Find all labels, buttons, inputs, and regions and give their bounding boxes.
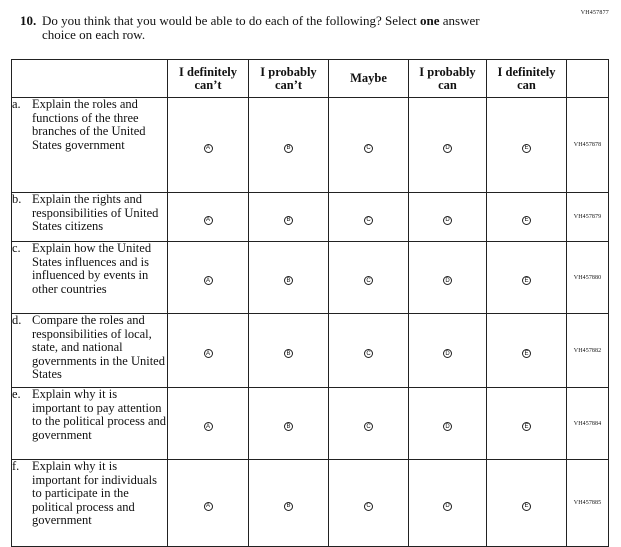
question-text-line2: choice on each row. (42, 27, 146, 42)
answer-bubble-b[interactable]: B (284, 276, 293, 285)
answer-bubble-b[interactable]: B (284, 349, 293, 358)
answer-bubble-d[interactable]: D (443, 144, 452, 153)
answer-cell (409, 193, 487, 242)
header-blank (12, 60, 168, 98)
answer-cell (249, 314, 329, 388)
answer-cell (249, 98, 329, 193)
row-code: VH457880 (567, 242, 609, 314)
answer-cell (329, 388, 409, 460)
answer-grid (11, 59, 609, 547)
answer-bubble-e[interactable]: E (522, 502, 531, 511)
row-letter: c. (12, 241, 21, 255)
row-label (12, 388, 168, 460)
form-id: VH457877 (580, 10, 609, 16)
answer-cell (409, 98, 487, 193)
answer-cell (487, 98, 567, 193)
row-code: VH457885 (567, 460, 609, 547)
answer-bubble-e[interactable]: E (522, 216, 531, 225)
row-label (12, 98, 168, 193)
answer-bubble-e[interactable]: E (522, 422, 531, 431)
row-text: Explain why it is important for individuals to participate in the political process and government (32, 459, 157, 527)
answer-bubble-a[interactable]: A (204, 422, 213, 431)
column-header-definitely-cant: I definitely can’t (168, 60, 249, 98)
answer-bubble-a[interactable]: A (204, 349, 213, 358)
answer-cell (168, 193, 249, 242)
answer-cell (409, 460, 487, 547)
row-letter: b. (12, 192, 22, 206)
answer-cell (168, 388, 249, 460)
answer-bubble-c[interactable]: C (364, 144, 373, 153)
answer-cell (249, 242, 329, 314)
row-text: Explain how the United States influences and is influenced by events in other countries (32, 241, 152, 296)
question-text-before: Do you think that you would be able to do each of the following? Select (42, 13, 417, 28)
row-code: VH457884 (567, 388, 609, 460)
answer-cell (487, 460, 567, 547)
table-row (12, 460, 609, 547)
answer-cell (329, 98, 409, 193)
row-text: Explain the roles and functions of the three branches of the United States government (32, 97, 146, 152)
row-letter: a. (12, 97, 21, 111)
answer-cell (168, 460, 249, 547)
row-text: Compare the roles and responsibilities of local, state, and national governments in the United States (32, 313, 165, 381)
answer-cell (329, 314, 409, 388)
table-row (12, 193, 609, 242)
row-code: VH457878 (567, 98, 609, 193)
answer-bubble-b[interactable]: B (284, 502, 293, 511)
answer-cell (249, 193, 329, 242)
answer-bubble-e[interactable]: E (522, 276, 531, 285)
answer-cell (249, 388, 329, 460)
answer-bubble-b[interactable]: B (284, 422, 293, 431)
answer-bubble-c[interactable]: C (364, 276, 373, 285)
answer-bubble-c[interactable]: C (364, 349, 373, 358)
answer-bubble-b[interactable]: B (284, 216, 293, 225)
header-row (12, 60, 609, 98)
row-label (12, 193, 168, 242)
question-text-after: answer (442, 13, 480, 28)
row-code: VH457879 (567, 193, 609, 242)
answer-cell (487, 193, 567, 242)
answer-bubble-d[interactable]: D (443, 422, 452, 431)
answer-cell (409, 314, 487, 388)
row-letter: f. (12, 459, 20, 473)
answer-bubble-a[interactable]: A (204, 276, 213, 285)
answer-cell (409, 242, 487, 314)
question-number: 10. (20, 13, 37, 28)
answer-bubble-d[interactable]: D (443, 502, 452, 511)
table-row (12, 242, 609, 314)
row-text: Explain why it is important to pay attention to the political process and government (32, 387, 166, 442)
answer-cell (487, 242, 567, 314)
column-header-maybe: Maybe (329, 60, 409, 98)
answer-cell (168, 242, 249, 314)
table-row (12, 98, 609, 193)
answer-bubble-c[interactable]: C (364, 502, 373, 511)
table-row (12, 314, 609, 388)
answer-cell (329, 460, 409, 547)
answer-bubble-e[interactable]: E (522, 349, 531, 358)
row-label (12, 314, 168, 388)
answer-bubble-b[interactable]: B (284, 144, 293, 153)
row-text: Explain the rights and responsibilities of United States citizens (32, 192, 159, 233)
answer-bubble-a[interactable]: A (204, 144, 213, 153)
answer-cell (409, 388, 487, 460)
answer-cell (249, 460, 329, 547)
answer-bubble-c[interactable]: C (364, 216, 373, 225)
header-code-blank (567, 60, 609, 98)
answer-bubble-a[interactable]: A (204, 216, 213, 225)
column-header-probably-can: I probably can (409, 60, 487, 98)
table-row (12, 388, 609, 460)
answer-bubble-e[interactable]: E (522, 144, 531, 153)
row-letter: d. (12, 313, 22, 327)
row-label (12, 460, 168, 547)
question-prompt (20, 14, 580, 42)
row-letter: e. (12, 387, 21, 401)
answer-cell (487, 388, 567, 460)
answer-bubble-d[interactable]: D (443, 216, 452, 225)
answer-cell (168, 98, 249, 193)
answer-cell (329, 242, 409, 314)
answer-bubble-c[interactable]: C (364, 422, 373, 431)
answer-bubble-d[interactable]: D (443, 276, 452, 285)
column-header-definitely-can: I definitely can (487, 60, 567, 98)
answer-cell (329, 193, 409, 242)
answer-cell (487, 314, 567, 388)
column-header-probably-cant: I probably can’t (249, 60, 329, 98)
row-label (12, 242, 168, 314)
answer-bubble-a[interactable]: A (204, 502, 213, 511)
answer-bubble-d[interactable]: D (443, 349, 452, 358)
answer-cell (168, 314, 249, 388)
row-code: VH457882 (567, 314, 609, 388)
question-text-bold: one (420, 13, 440, 28)
